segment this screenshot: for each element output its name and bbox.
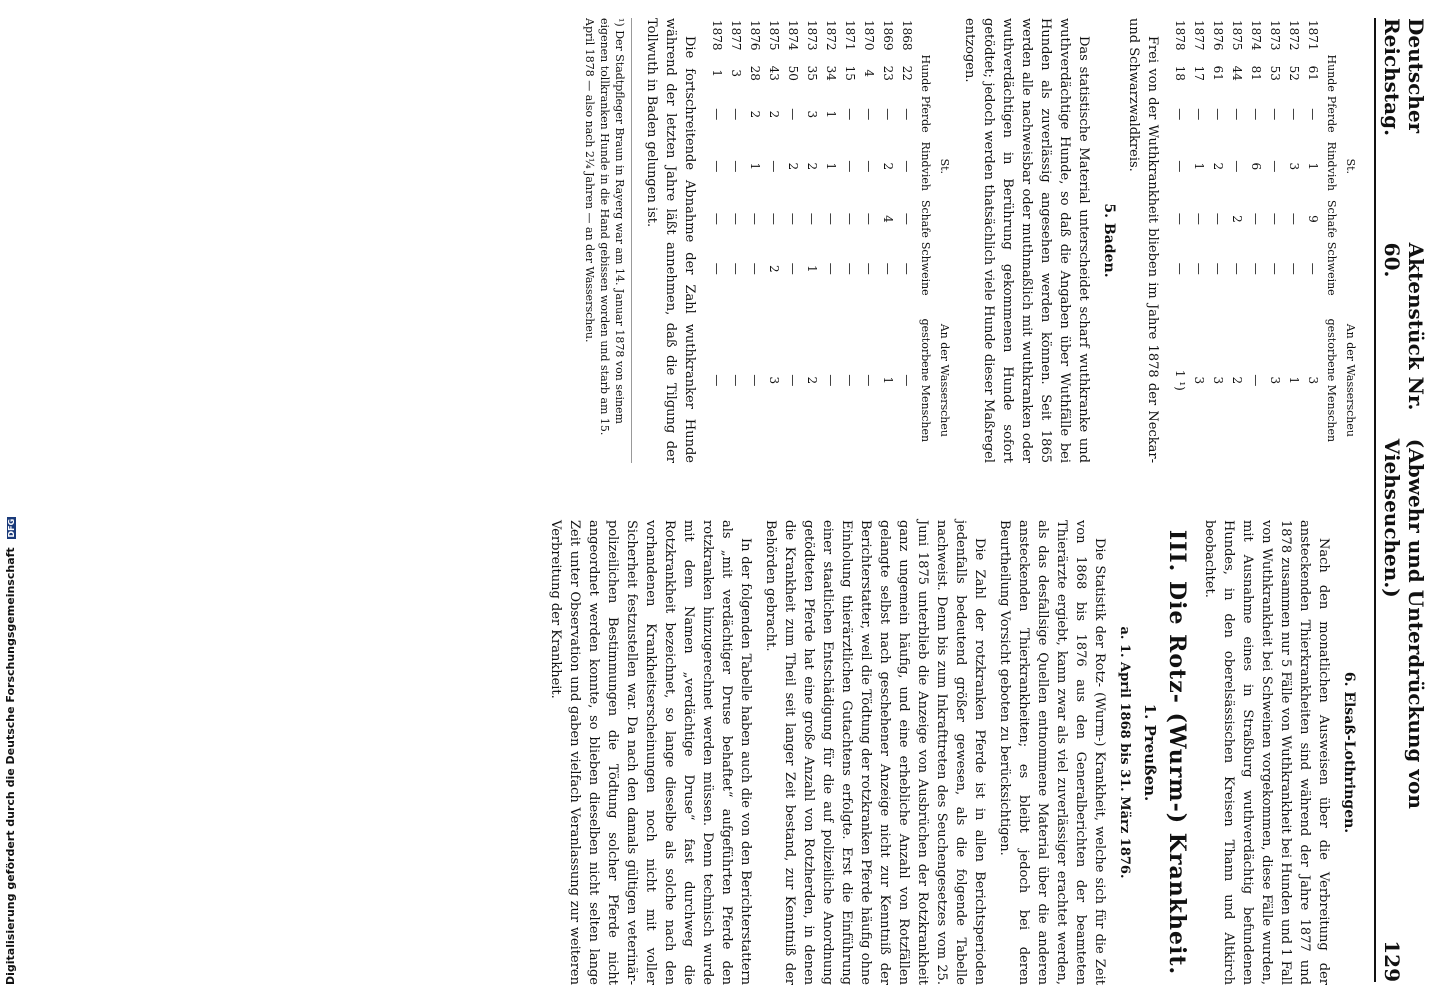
table-header-cell — [1322, 18, 1360, 53]
table-cell: — — [729, 108, 743, 121]
table-cell: — — [824, 262, 838, 275]
table-cell: — — [843, 160, 857, 173]
table-cell: 1876 — [748, 20, 762, 51]
table-header-cell: Pferde — [919, 95, 932, 133]
table-row — [897, 18, 916, 463]
right-column — [540, 520, 1364, 985]
table-cell: 81 — [1249, 65, 1263, 81]
table-cell: — — [1287, 212, 1301, 225]
paragraph: Nach den monatlichen Ausweisen über die Verbreitung der ansteckenden Thierkrankheiten sind während der Jahre 1877 und 1878 zusammen nur 5 Fälle von Wuthkrankheit bei Hunden und 1 Fall von Wuthkrankheit bei Schweinen vorgekommen, diese Fälle wurden, mit Ausnahme eines in Straßburg wuthverdächtig befundenen Hundes, in den oberelsässischen Kreisen Thann und Altkirch beobachtet. — [1202, 520, 1331, 985]
table-cell: 1874 — [786, 20, 800, 51]
digitization-note-text: Digitalisierung gefördert durch die Deutsche Forschungsgemeinschaft — [4, 547, 17, 985]
table-cell: 3 — [1287, 162, 1301, 171]
table-cell: 1869 — [881, 20, 895, 51]
table-cell: 1873 — [1268, 20, 1282, 51]
subtitle-preussen: 1. Preußen. — [1141, 703, 1159, 802]
table-cell: — — [900, 108, 914, 121]
table-cell: 3 — [1306, 376, 1320, 385]
table-cell: 1871 — [1306, 20, 1320, 51]
table-cell: 2 — [805, 376, 819, 385]
table-row — [764, 18, 783, 463]
dfg-logo-icon: DFG — [7, 518, 16, 538]
table-cell: 2 — [767, 110, 781, 119]
table-header-cell: Schweine — [919, 241, 932, 296]
table-cell: — — [748, 262, 762, 275]
table-cell: 3 — [1268, 376, 1282, 385]
table-header-cell: An der Wasserscheu gestorbene Menschen — [1325, 318, 1357, 443]
table-rabies-2 — [707, 18, 954, 463]
table-cell: 53 — [1268, 65, 1282, 81]
table-cell: 1 — [824, 110, 838, 119]
table-cell: 1878 — [710, 20, 724, 51]
table-row — [707, 18, 726, 463]
table-cell: — — [900, 374, 914, 387]
table-cell: 34 — [824, 65, 838, 81]
table-cell: — — [710, 160, 724, 173]
section-title-baden: 5. Baden. — [1101, 203, 1117, 278]
table-cell: 28 — [748, 65, 762, 81]
table-cell: — — [1230, 160, 1244, 173]
table-cell: 22 — [900, 65, 914, 81]
table-cell: — — [805, 212, 819, 225]
table-row — [859, 18, 878, 463]
table-cell: — — [843, 262, 857, 275]
table-cell: — — [1211, 108, 1225, 121]
table-row — [1227, 18, 1246, 463]
table-cell: — — [1192, 212, 1206, 225]
table-cell: 61 — [1306, 65, 1320, 81]
table-cell: 2 — [748, 110, 762, 119]
table-cell: — — [767, 212, 781, 225]
paragraph: Das statistische Material unterscheidet scharf wuthkranke und wuthverdächtige Hunde, so daß die Angaben über Wuthfälle bei Hunden als zuverlässig angesehen werden können. Seit 1865 werden alle nachweisbar oder muthmaßlich mit wuthkranken oder wuthverdächtigen in Berührung gekommenen Hunde sofort getödtet; jedoch werden thatsächlich viele Hunde dieser Maßregel entzogen. — [962, 18, 1091, 463]
table-cell: — — [729, 160, 743, 173]
table-cell: — — [1249, 108, 1263, 121]
table-cell: 1 — [805, 264, 819, 273]
left-column — [582, 18, 1364, 463]
table-cell: — — [881, 108, 895, 121]
table-cell: 1870 — [862, 20, 876, 51]
table-cell: 2 — [767, 264, 781, 273]
table-cell: 50 — [786, 65, 800, 81]
page-header — [1374, 18, 1428, 983]
table-rabies-1 — [1170, 18, 1360, 463]
table-cell: — — [710, 374, 724, 387]
table-cell: 1876 — [1211, 20, 1225, 51]
table-header-cell: Schafe — [919, 199, 932, 238]
table-cell: 1 — [748, 162, 762, 171]
table-cell: — — [1306, 262, 1320, 275]
table-cell: 1875 — [767, 20, 781, 51]
table-cell: — — [710, 108, 724, 121]
table-row — [840, 18, 859, 463]
table-header-cell: Schweine — [1325, 241, 1338, 296]
table-cell: — — [729, 262, 743, 275]
table-cell: 1 — [824, 162, 838, 171]
table-cell: — — [843, 108, 857, 121]
table-cell: — — [1173, 212, 1187, 225]
table-cell: — — [1268, 212, 1282, 225]
table-cell: 6 — [1249, 162, 1263, 171]
paragraph: Die Zahl der rotzkranken Pferde ist in allen Berichtsperioden jedenfalls bedeutend größer gewesen, als die folgende Tabelle nachweist. Denn bis zum Inkrafttreten des Seuchengesetzes vom 25. Juni 1875 unterblieb die Anzeige von Ausbrüchen der Rotzkrankheit ganz ungemein häufig, und eine erhebliche Anzahl von Rotzfällen gelangte selbst nach geschehener Anzeige nicht zur Kenntniß der Berichterstatter, weil die Tödtung der rotzkranken Pferde häufig ohne Einholung thierärztlichen Gutachtens erfolgte. Erst die Einführung einer staatlichen Entschädigung für die auf polizeiliche Anordnung getödteten Pferde hat eine große Anzahl von Rotzherden, in denen die Krankheit zum Theil seit langer Zeit bestand, zur Kenntniß der Behörden gebracht. — [763, 520, 987, 985]
table-cell: — — [862, 212, 876, 225]
table-cell: — — [1192, 262, 1206, 275]
table-cell: 9 — [1306, 215, 1320, 223]
table-cell: — — [1230, 262, 1244, 275]
table-row — [1189, 18, 1208, 463]
table-cell: 3 — [767, 376, 781, 385]
table-cell: 2 — [1230, 215, 1244, 223]
table-cell: 1875 — [1230, 20, 1244, 51]
table-cell: 43 — [767, 65, 781, 81]
table-cell: — — [1173, 160, 1187, 173]
table-row — [726, 18, 745, 463]
table-cell: 1877 — [1192, 20, 1206, 51]
paragraph: Die fortschreitende Abnahme der Zahl wuthkranker Hunde während der letzten Jahre läßt annehmen, daß die Tilgung der Tollwuth in Baden gelungen ist. — [644, 18, 697, 463]
header-left: Deutscher Reichstag. — [1380, 18, 1428, 137]
table-cell: 2 — [1230, 376, 1244, 385]
table-cell: — — [1211, 262, 1225, 275]
table-cell: — — [748, 374, 762, 387]
table-header-cell — [916, 18, 954, 53]
table-cell: — — [729, 374, 743, 387]
table-cell: — — [843, 212, 857, 225]
table-cell: — — [786, 212, 800, 225]
table-cell: — — [1268, 160, 1282, 173]
paragraph: In der folgenden Tabelle haben auch die von den Berichterstattern als „mit verdächtiger Druse behaftet“ aufgeführten Pferde den rotzkranken hinzugerechnet werden müssen. Denn technisch wurde mit dem Namen „verdächtige Druse“ fast durchweg die Rotzkrankheit bezeichnet, so lange dieselbe als solche nach den vorhandenen Krankheitserscheinungen noch nicht mit voller Sicherheit festzustellen war. Da nach den damals gültigen veterinär-polizeilichen Bestimmungen die Tödtung solcher Pferde nicht angeordnet werden konnte, so blieben dieselben nicht selten lange Zeit unter Observation und gaben vielfach Veranlassung zur weiteren Verbreitung der Krankheit. — [548, 520, 753, 985]
table-cell: 3 — [805, 110, 819, 119]
table-cell: — — [710, 212, 724, 225]
table-row — [878, 18, 897, 463]
table-cell: 1878 — [1173, 20, 1187, 51]
table-cell: — — [1287, 108, 1301, 121]
table-cell: — — [786, 262, 800, 275]
table-cell: 3 — [729, 69, 743, 78]
table-cell: — — [1249, 374, 1263, 387]
table-cell: 1872 — [824, 20, 838, 51]
table-cell: — — [862, 160, 876, 173]
table-cell: — — [1211, 212, 1225, 225]
table-cell: 1872 — [1287, 20, 1301, 51]
table-cell: 1 — [710, 69, 724, 78]
table-row — [745, 18, 764, 463]
table-cell: — — [824, 374, 838, 387]
section-title-elsass: 6. Elsaß-Lothringen. — [1341, 671, 1357, 834]
header-middle: Aktenstück Nr. 60. — [1380, 242, 1428, 411]
header-right: (Abwehr und Unterdrückung von Viehseuchen.) — [1380, 438, 1428, 809]
table-header-cell: Schafe — [1325, 199, 1338, 238]
table-cell: — — [748, 212, 762, 225]
table-cell: 1 — [881, 376, 895, 385]
table-header-cell: Hunde — [1325, 54, 1338, 92]
table-cell: 3 — [1192, 376, 1206, 385]
table-cell: — — [900, 262, 914, 275]
table-cell: — — [1192, 108, 1206, 121]
table-cell: 3 — [1211, 376, 1225, 385]
table-cell: — — [862, 262, 876, 275]
table-cell: 1871 — [843, 20, 857, 51]
table-cell: — — [843, 374, 857, 387]
table-cell: — — [900, 160, 914, 173]
chapter-title: III. Die Rotz- (Wurm-) Krankheit. — [1164, 529, 1190, 976]
table-header-cell: An der Wasserscheu gestorbene Menschen — [919, 318, 951, 443]
table-cell: 44 — [1230, 65, 1244, 81]
table-row — [1208, 18, 1227, 463]
table-cell: 17 — [1192, 65, 1206, 81]
table-cell: — — [1249, 262, 1263, 275]
table-cell: — — [786, 108, 800, 121]
table-cell: 1877 — [729, 20, 743, 51]
table-cell: 1 — [1306, 162, 1320, 171]
table-cell: 4 — [881, 215, 895, 223]
table-row — [1303, 18, 1322, 463]
table-cell: 61 — [1211, 65, 1225, 81]
table-cell: 1874 — [1249, 20, 1263, 51]
table-cell: 15 — [843, 65, 857, 81]
table-cell: 1 — [1192, 162, 1206, 171]
table-cell: 1873 — [805, 20, 819, 51]
table-cell: 18 — [1173, 65, 1187, 81]
table-row — [1246, 18, 1265, 463]
table-cell: 1 ¹) — [1173, 369, 1187, 391]
table-cell: 23 — [881, 65, 895, 81]
table-cell: — — [1173, 108, 1187, 121]
table-cell: — — [1268, 262, 1282, 275]
table-cell: 2 — [805, 162, 819, 171]
table-header-cell: Pferde — [1325, 95, 1338, 133]
table-cell: — — [1306, 108, 1320, 121]
table-cell: — — [1268, 108, 1282, 121]
table-cell: — — [710, 262, 724, 275]
table-row — [1284, 18, 1303, 463]
table-cell: — — [862, 108, 876, 121]
table-header-cell: St. Rindvieh — [1325, 141, 1357, 191]
footnote: ¹) Der Stadtpfleger Braun in Rayerg war am 14. Januar 1878 von seinem eigenen tollkranken Hunde in die Hand gebissen worden und starb am 15. April 1878 — also nach 2¼ Jahren — an der Wasserscheu. — [582, 18, 632, 463]
table-cell: 2 — [786, 162, 800, 171]
table-row — [821, 18, 840, 463]
paragraph: Die Statistik der Rotz- (Wurm-) Krankheit, welche sich für die Zeit von 1868 bis 1876 aus den Generalberichten der beamteten Thierärzte ergiebt, kann zwar als viel zuverlässiger erachtet werden, als das desfallsige Quellen entnommene Material über die anderen ansteckenden Thierkrankheiten; es bleibt jedoch bei deren Beurtheilung Vorsicht geboten zu berücksichtigen. — [997, 520, 1107, 985]
table-cell: 35 — [805, 65, 819, 81]
table-cell: — — [862, 374, 876, 387]
table-cell: 2 — [881, 162, 895, 171]
table-row — [802, 18, 821, 463]
table-row — [1170, 18, 1189, 463]
table-header-cell: Hunde — [919, 54, 932, 92]
table-cell: — — [729, 212, 743, 225]
table-cell: 1868 — [900, 20, 914, 51]
table-header-cell: St. Rindvieh — [919, 141, 951, 191]
table-cell: 1 — [1287, 376, 1301, 385]
dateline: a. 1. April 1868 bis 31. März 1876. — [1117, 626, 1132, 879]
table-cell: — — [1173, 262, 1187, 275]
table-row — [1265, 18, 1284, 463]
table-cell: 2 — [1211, 162, 1225, 171]
page-number: 129 — [1380, 940, 1404, 983]
table-cell: — — [786, 374, 800, 387]
table-cell: — — [767, 160, 781, 173]
table-cell: — — [1287, 262, 1301, 275]
paragraph: Frei von der Wuthkrankheit blieben im Jahre 1878 der Neckar- und Schwarzwaldkreis. — [1126, 18, 1160, 463]
table-cell: — — [900, 212, 914, 225]
table-cell: — — [1230, 108, 1244, 121]
table-cell: — — [1249, 212, 1263, 225]
table-cell: 52 — [1287, 65, 1301, 81]
table-row — [783, 18, 802, 463]
table-cell: — — [881, 262, 895, 275]
table-cell: — — [824, 212, 838, 225]
table-cell: 4 — [862, 69, 876, 78]
